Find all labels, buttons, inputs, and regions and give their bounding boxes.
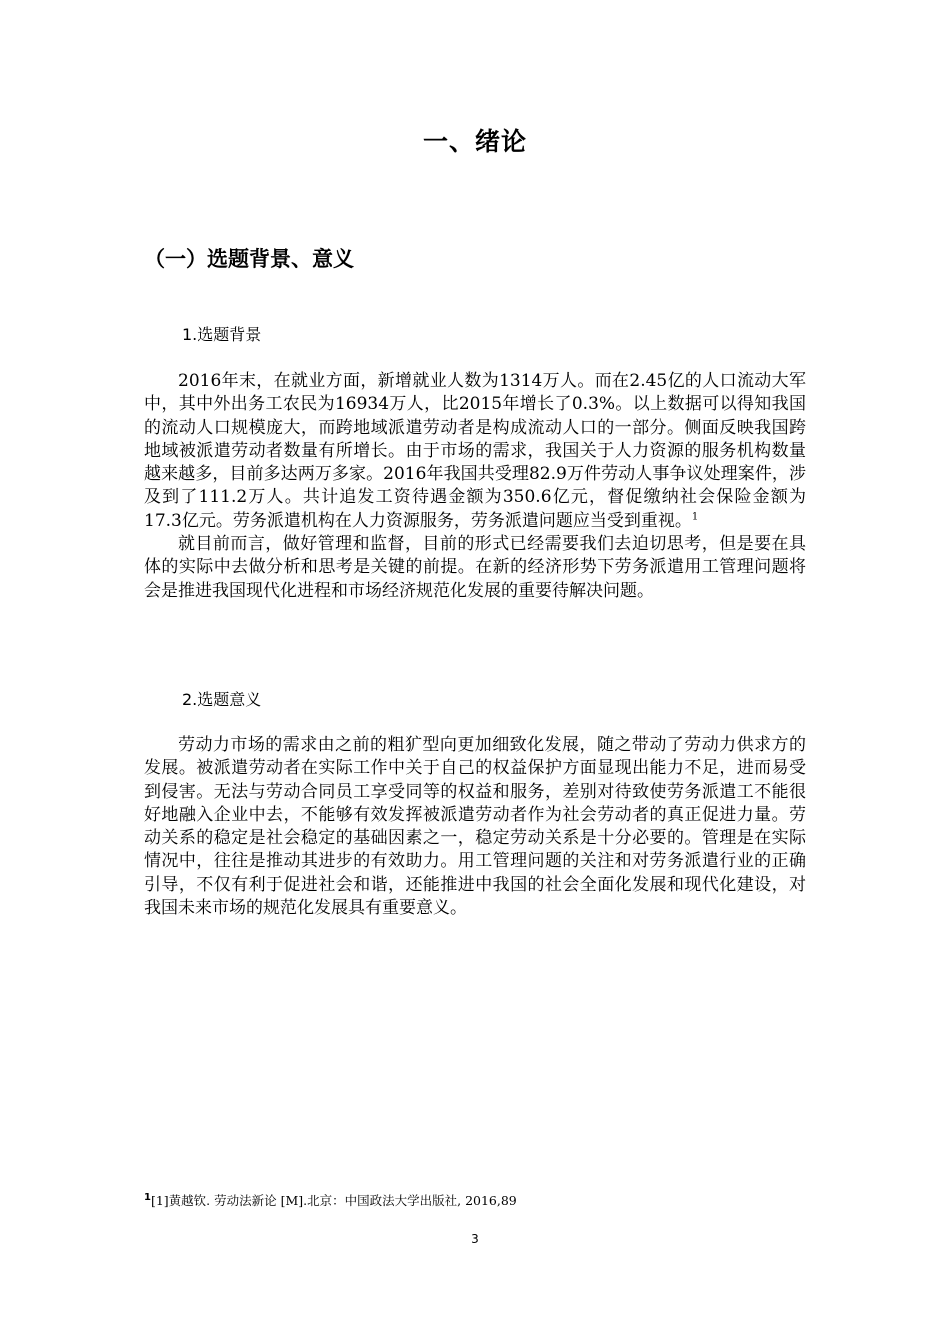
subsection-title-background: 1.选题背景 xyxy=(182,325,262,344)
footnote xyxy=(144,1192,517,1210)
background-body xyxy=(144,370,806,603)
paragraph: 就目前而言，做好管理和监督，目前的形式已经需要我们去迫切思考，但是要在具体的实际中去做分析和思考是关键的前提。在新的经济形势下劳务派遣用工管理问题将会是推进我国现代化进程和市场经济规范化发展的重要待解决问题。 xyxy=(144,534,806,601)
significance-body xyxy=(144,734,806,920)
page-number: 3 xyxy=(471,1232,479,1246)
footnote-text: [1]黄越钦. 劳动法新论 [M].北京：中国政法大学出版社, 2016,89 xyxy=(150,1193,517,1208)
footnote-reference[interactable]: 1 xyxy=(691,511,699,523)
paragraph-text: 2016年末，在就业方面，新增就业人数为1314万人。而在2.45亿的人口流动大军中，其中外出务工农民为16934万人，比2015年增长了0.3%。以上数据可以得知我国的流动人口规模庞大，而跨地域派遣劳动者是构成流动人口的一部分。侧面反映我国跨地域被派遣劳动者数量有所增长。由于市场的需求，我国关于人力资源的服务机构数量越来越多，目前多达两万多家。2016年我国共受理82.9万件劳动人事争议处理案件，涉及到了111.2万人。共计追发工资待遇金额为350.6亿元，督促缴纳社会保险金额为17.3亿元。劳务派遣机构在人力资源服务，劳务派遣问题应当受到重视。 xyxy=(144,371,806,531)
chapter-title: 一、绪论 xyxy=(422,127,527,156)
subsection-title-significance: 2.选题意义 xyxy=(182,690,262,709)
footnote-mark: 1 xyxy=(144,1191,151,1203)
paragraph: 劳动力市场的需求由之前的粗犷型向更加细致化发展，随之带动了劳动力供求方的发展。被派遣劳动者在实际工作中关于自己的权益保护方面显现出能力不足，进而易受到侵害。无法与劳动合同员工享受同等的权益和服务，差别对待致使劳务派遣工不能很好地融入企业中去，不能够有效发挥被派遣劳动者作为社会劳动者的真正促进力量。劳动关系的稳定是社会稳定的基础因素之一，稳定劳动关系是十分必要的。管理是在实际情况中，往往是推动其进步的有效助力。用工管理问题的关注和对劳务派遣行业的正确引导，不仅有利于促进社会和谐，还能推进中我国的社会全面化发展和现代化建设，对我国未来市场的规范化发展具有重要意义。 xyxy=(144,735,806,919)
footnote-separator xyxy=(144,1180,344,1181)
paragraph xyxy=(144,370,806,533)
section-title: （一）选题背景、意义 xyxy=(144,247,354,271)
